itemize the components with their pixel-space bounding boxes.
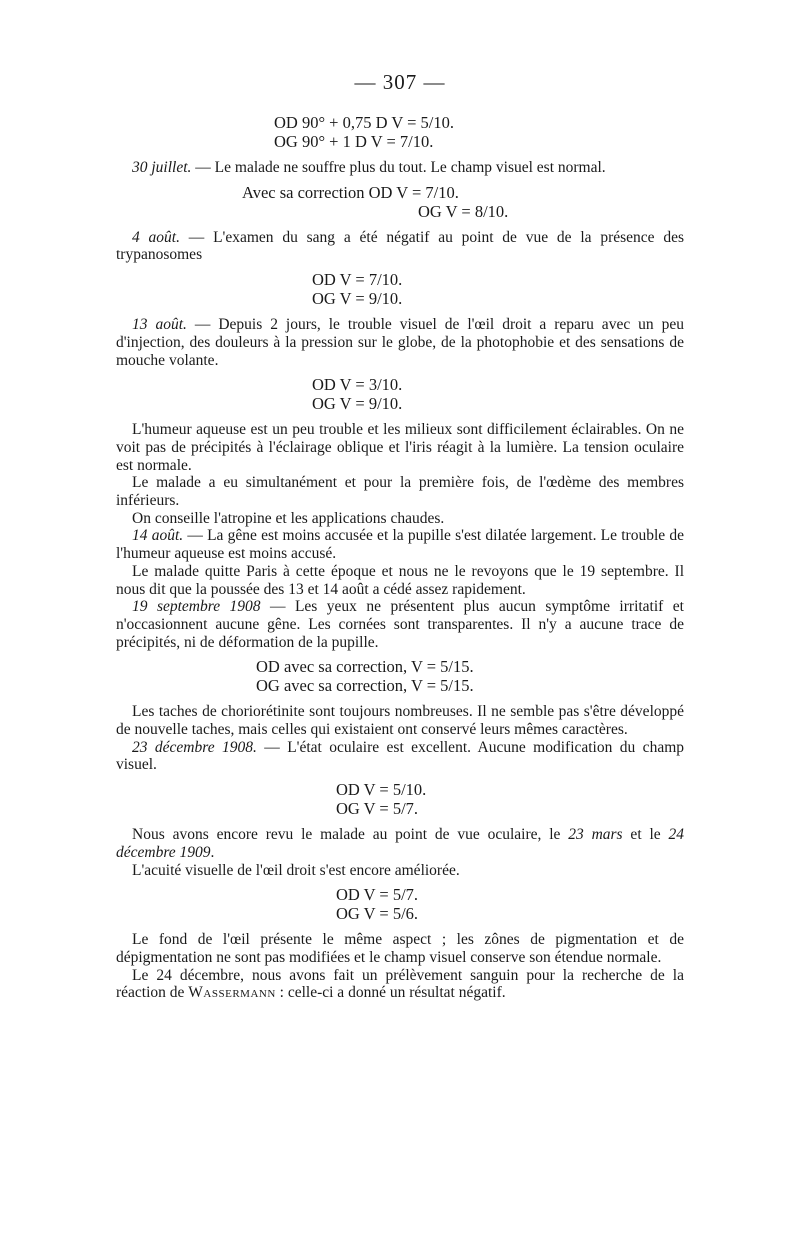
paragraph-revu: Nous avons encore revu le malade au point de vue oculaire, le 23 mars et le 24 décembre 1909. bbox=[116, 826, 684, 861]
measure-line: OG V = 8/10. bbox=[418, 201, 509, 221]
paragraph-30-juillet: 30 juillet. — Le malade ne souffre plus du tout. Le champ visuel est normal. bbox=[132, 159, 606, 176]
paragraph-taches: Les taches de choriorétinite sont toujours nombreuses. Il ne semble pas s'être développé de nouvelle taches, mais celles qui existaient ont conservé leurs mêmes caractères. bbox=[116, 703, 684, 739]
date-label: 4 août. bbox=[132, 228, 180, 246]
measurement-block-4 bbox=[312, 375, 684, 413]
measure-line: OG V = 5/7. bbox=[336, 799, 419, 819]
paragraph-wassermann: Le 24 décembre, nous avons fait un prélèvement sanguin pour la recherche de la réaction de Wassermann : celle-ci a donné un résultat négatif. bbox=[116, 966, 684, 1002]
paragraph-19-septembre: 19 septembre 1908 — Les yeux ne présentent plus aucun symptôme irritatif et n'occasionnent aucune gêne. Les cornées sont transparentes. Il n'y a aucune trace de précipités, ni de déformation de la pupille. bbox=[116, 598, 684, 651]
date-label: 23 mars bbox=[568, 826, 623, 844]
date-label: 24 décembre 1909 bbox=[116, 826, 684, 861]
date-label: 19 septembre 1908 bbox=[132, 598, 261, 616]
measurement-block-2 bbox=[116, 183, 684, 221]
paragraph-14-aout: 14 août. — La gêne est moins accusée et la pupille s'est dilatée largement. Le trouble de l'humeur aqueuse est moins accusé. bbox=[116, 527, 684, 563]
measure-line: Avec sa correction OD V = 7/10. bbox=[242, 182, 459, 202]
measurement-block-5 bbox=[256, 657, 684, 695]
measure-line: OD V = 7/10. bbox=[312, 270, 403, 290]
measurement-block-6 bbox=[336, 780, 684, 818]
measure-line: OD V = 3/10. bbox=[312, 375, 403, 395]
author-name: Wassermann bbox=[188, 984, 276, 1002]
paragraph-humeur-aqueuse: L'humeur aqueuse est un peu trouble et les milieux sont difficilement éclairables. On ne voit pas de précipités à l'éclairage oblique et l'iris réagit à la lumière. La tension oculaire est normale. bbox=[116, 421, 684, 474]
paragraph-atropine: On conseille l'atropine et les applications chaudes. bbox=[132, 509, 445, 527]
page-number: — 307 — bbox=[354, 70, 446, 94]
paragraph-fond-oeil: Le fond de l'œil présente le même aspect ; les zônes de pigmentation et de dépigmentation ne sont pas modifiées et le champ visuel conserve son étendue normale. bbox=[116, 931, 684, 966]
paragraph-acuite: L'acuité visuelle de l'œil droit s'est encore améliorée. bbox=[132, 861, 460, 879]
paragraph-13-aout: 13 août. — Depuis 2 jours, le trouble visuel de l'œil droit a reparu avec un peu d'injection, des douleurs à la pression sur le globe, de la photophobie et des sensations de mouche volante. bbox=[116, 316, 684, 369]
measure-line: OG 90° + 1 D V = 7/10. bbox=[274, 132, 434, 151]
paragraph-oedeme: Le malade a eu simultanément et pour la première fois, de l'œdème des membres inférieurs. bbox=[116, 474, 684, 510]
paragraph-4-aout: 4 août. — L'examen du sang a été négatif au point de vue de la présence des trypanosomes bbox=[116, 228, 684, 264]
date-label: 13 août. bbox=[132, 316, 187, 334]
measurement-block-7 bbox=[336, 885, 684, 923]
document-page bbox=[116, 70, 684, 1002]
measurement-block-1 bbox=[274, 113, 684, 151]
measure-line: OG V = 9/10. bbox=[312, 289, 403, 309]
paragraph-paris: Le malade quitte Paris à cette époque et nous ne le revoyons que le 19 septembre. Il nous dit que la poussée des 13 et 14 août a cédé assez rapidement. bbox=[116, 562, 684, 598]
measure-line: OG V = 9/10. bbox=[312, 394, 403, 414]
paragraph-23-decembre: 23 décembre 1908. — L'état oculaire est excellent. Aucune modification du champ visuel. bbox=[116, 738, 684, 774]
measure-line: OG avec sa correction, V = 5/15. bbox=[256, 676, 474, 696]
date-label: 14 août. bbox=[132, 527, 184, 545]
date-label: 30 juillet. bbox=[132, 159, 192, 176]
measure-line: OD V = 5/10. bbox=[336, 780, 427, 800]
measure-line: OD avec sa correction, V = 5/15. bbox=[256, 657, 474, 677]
measurement-block-3 bbox=[312, 270, 684, 308]
measure-line: OD V = 5/7. bbox=[336, 885, 419, 905]
measure-line: OD 90° + 0,75 D V = 5/10. bbox=[274, 113, 454, 132]
measure-line: OG V = 5/6. bbox=[336, 904, 419, 924]
date-label: 23 décembre 1908. bbox=[132, 738, 257, 756]
